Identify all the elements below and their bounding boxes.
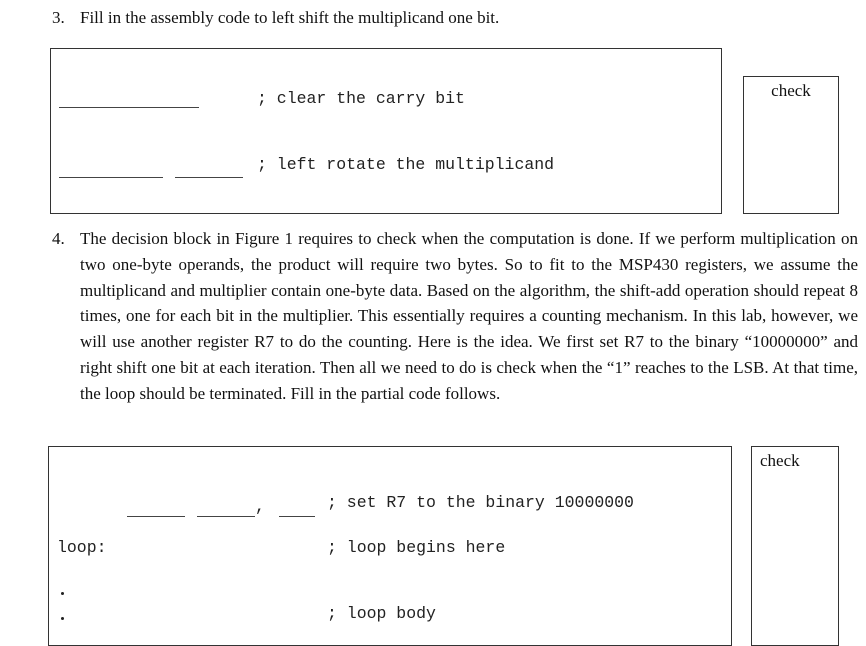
question-4-number: 4. bbox=[52, 229, 65, 248]
q4-comment-loop-begins: ; loop begins here bbox=[327, 538, 506, 557]
q4-check-box[interactable] bbox=[751, 446, 839, 646]
q4-blank-3[interactable] bbox=[279, 516, 315, 517]
q3-blank-2a[interactable] bbox=[59, 177, 163, 178]
q3-code-box bbox=[50, 48, 722, 214]
ellipsis-dot bbox=[61, 617, 64, 620]
q4-comment-loop-body: ; loop body bbox=[327, 604, 436, 623]
q3-comment-clear-carry: ; clear the carry bit bbox=[257, 89, 465, 108]
ellipsis-dot bbox=[61, 592, 64, 595]
q4-check-label: check bbox=[760, 451, 800, 470]
q4-comment-set-r7: ; set R7 to the binary 10000000 bbox=[327, 493, 634, 512]
q3-check-label: check bbox=[771, 81, 811, 100]
q4-code-box bbox=[48, 446, 732, 646]
q3-check-box[interactable] bbox=[743, 76, 839, 214]
q3-comment-left-rotate: ; left rotate the multiplicand bbox=[257, 155, 555, 174]
q4-blank-1[interactable] bbox=[127, 516, 185, 517]
q4-comma: , bbox=[255, 497, 265, 516]
question-4-text: The decision block in Figure 1 requires to check when the computation is done. If we perform multiplication on two one-byte operands, the product will require two bytes. So to fit to the MSP430 registers, we assume the multiplicand and multiplier contain one-byte data. Based on the algorithm, the shift-add operation should repeat 8 times, one for each bit in the multiplier. This essentially requires a counting mechanism. In this lab, however, we will use another register R7 to do the counting. Here is the idea. We first set R7 to the binary “10000000” and right shift one bit at each iteration. Then all we need to do is check when the “1” reaches to the LSB. At that time, the loop should be terminated. Fill in the partial code follows. bbox=[80, 229, 858, 403]
q3-blank-1[interactable] bbox=[59, 107, 199, 108]
q4-blank-2[interactable] bbox=[197, 516, 255, 517]
question-3-text: Fill in the assembly code to left shift the multiplicand one bit. bbox=[80, 8, 500, 27]
question-3-number: 3. bbox=[52, 8, 65, 27]
q4-loop-label: loop: bbox=[57, 538, 107, 557]
question-4 bbox=[52, 226, 858, 407]
q3-blank-2b[interactable] bbox=[175, 177, 243, 178]
question-3 bbox=[52, 8, 499, 28]
